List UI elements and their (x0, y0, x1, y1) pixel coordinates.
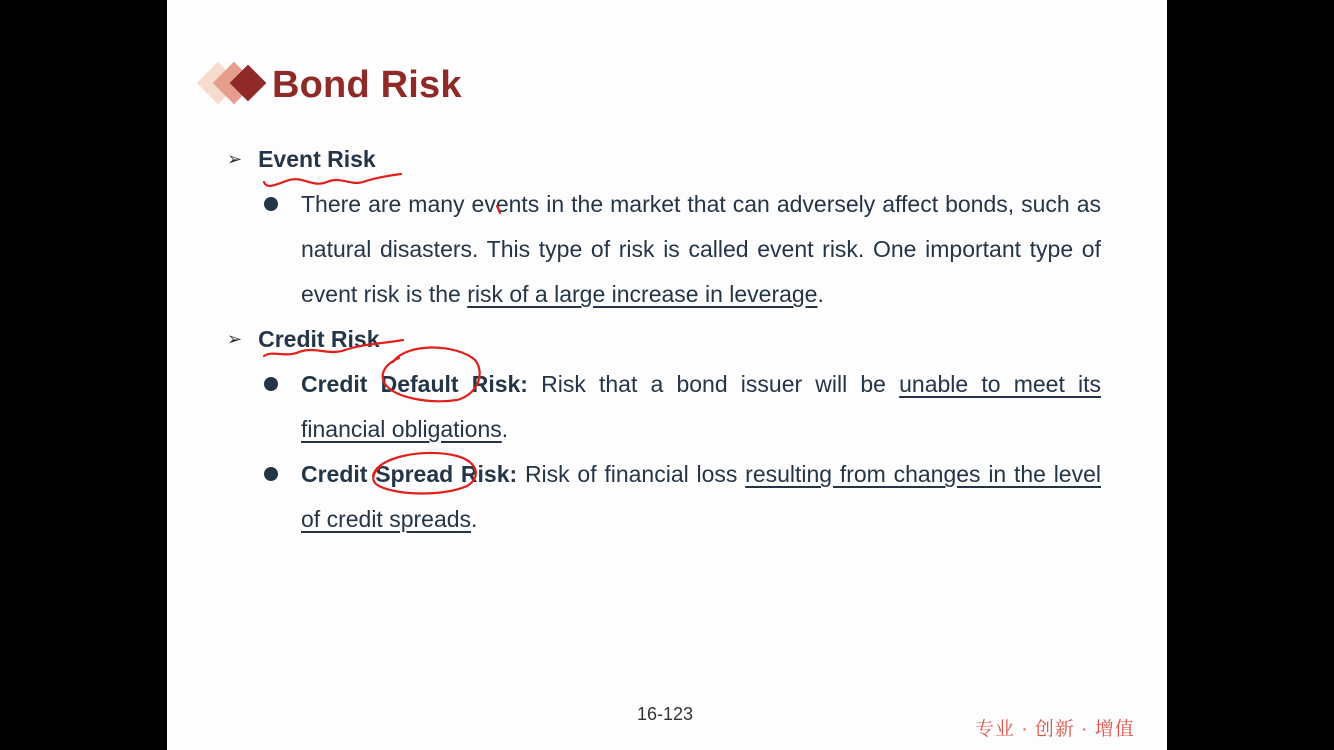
paragraph-period: . (817, 281, 824, 307)
arrow-bullet-icon: ➢ (227, 329, 243, 349)
paragraph-period: . (501, 416, 509, 442)
slide-title: Bond Risk (272, 64, 462, 106)
event-risk-paragraph (301, 182, 1101, 317)
slide (167, 0, 1167, 750)
paragraph-text: Risk of financial loss (517, 461, 746, 487)
bullet-dot-icon (264, 197, 278, 211)
paragraph-period: . (471, 506, 478, 532)
credit-spread-risk-paragraph (301, 452, 1101, 542)
page-number: 16-123 (637, 704, 694, 724)
diamond-logo-icon (191, 60, 271, 112)
underlined-phrase: unable to meet its financial obligations (301, 371, 1101, 442)
section-heading-text: Event Risk (258, 146, 376, 172)
underlined-phrase: resulting from changes in the level of credit spreads (301, 461, 1101, 532)
credit-default-risk-paragraph (301, 362, 1101, 452)
arrow-bullet-icon: ➢ (227, 149, 243, 169)
brand-slogan: 专业 · 创新 · 增值 (975, 719, 1135, 740)
paragraph-text: Risk that a bond issuer will be (527, 371, 900, 397)
term-label: Credit Spread Risk: (301, 461, 518, 487)
underlined-phrase: risk of a large increase in leverage (467, 281, 818, 307)
section-heading-credit-risk (227, 326, 380, 353)
paragraph-text: There are many events in the market that can adversely affect bonds, such as natural disasters. This type of risk is called event risk. One important type of event risk is the (301, 191, 1101, 307)
bullet-dot-icon (264, 377, 278, 391)
bullet-dot-icon (264, 467, 278, 481)
section-heading-text: Credit Risk (258, 326, 380, 352)
term-label: Credit Default Risk: (301, 371, 528, 397)
section-heading-event-risk (227, 146, 376, 173)
